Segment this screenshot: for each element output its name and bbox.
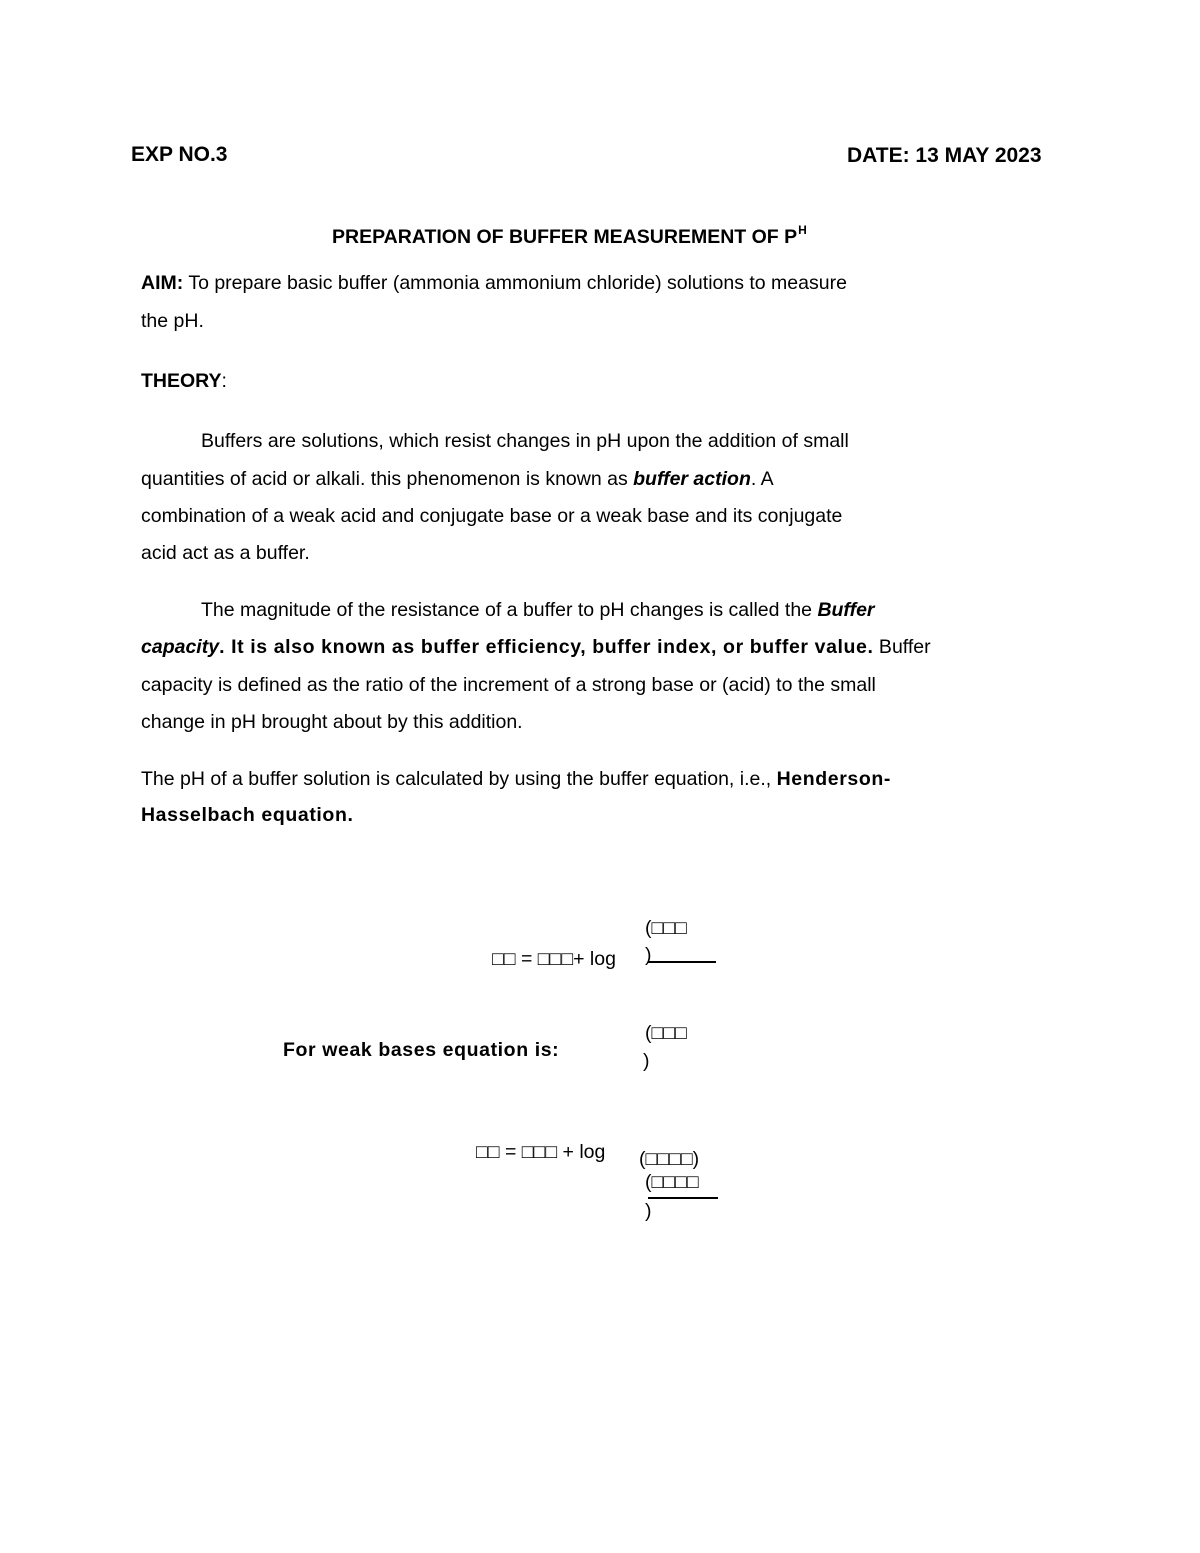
weak-bases-numerator: (□□□: [645, 1022, 687, 1044]
aim-line-2: the pH.: [141, 310, 204, 332]
para3-line-2: Hasselbach equation.: [141, 804, 354, 826]
para2-line-2: [141, 638, 931, 658]
theory-colon: :: [221, 370, 227, 392]
para3-line-1: [141, 770, 891, 790]
para2-line-1: [201, 601, 875, 621]
page-title: [332, 224, 807, 248]
aim-label: AIM:: [141, 272, 184, 294]
aim-text: To prepare basic buffer (ammonia ammonium chloride) solutions to measure: [183, 272, 847, 294]
para2-line-3: capacity is defined as the ratio of the increment of a strong base or (acid) to the small: [141, 674, 876, 696]
para1-line-2: [141, 470, 774, 490]
weak-bases-paren-close: ): [643, 1050, 650, 1072]
equation1-fraction-bar: [648, 961, 716, 963]
para1-line-3: combination of a weak acid and conjugate base or a weak base and its conjugate: [141, 505, 843, 527]
experiment-date: DATE: 13 MAY 2023: [847, 144, 1042, 167]
henderson-term: Henderson-: [776, 768, 891, 790]
equation2-fraction-bar: [648, 1197, 718, 1199]
equation2-numerator: (□□□□): [639, 1148, 700, 1170]
para2-line-1-pre: The magnitude of the resistance of a buffer to pH changes is called the: [201, 599, 818, 621]
buffer-action-term: buffer action: [633, 468, 751, 490]
equation2-lhs: □□ = □□□ + log: [476, 1141, 606, 1163]
equation2-paren-close: ): [645, 1200, 652, 1222]
experiment-number: EXP NO.3: [131, 143, 228, 166]
para1-line-4: acid act as a buffer.: [141, 542, 310, 564]
para2-line-4: change in pH brought about by this addition.: [141, 711, 523, 733]
equation1-paren-close: ): [645, 944, 652, 966]
capacity-term: capacity: [141, 636, 220, 658]
weak-bases-label: For weak bases equation is:: [283, 1039, 560, 1061]
para3-line-1-pre: The pH of a buffer solution is calculated by using the buffer equation, i.e.,: [141, 768, 777, 790]
para1-line-2-post: . A: [750, 468, 774, 490]
aim-line-1: [141, 274, 847, 294]
buffer-term: Buffer: [817, 599, 875, 621]
title-superscript: H: [798, 223, 807, 237]
para1-line-2-pre: quantities of acid or alkali. this phenomenon is known as: [141, 468, 634, 490]
para1-line-1: Buffers are solutions, which resist changes in pH upon the addition of small: [201, 430, 849, 452]
equation1-numerator: (□□□: [645, 917, 687, 939]
title-text: PREPARATION OF BUFFER MEASUREMENT OF P: [332, 226, 798, 248]
equation2-denominator: (□□□□: [645, 1171, 699, 1193]
buffer-synonyms: . It is also known as buffer efficiency, buffer index, or buffer value.: [219, 636, 874, 658]
theory-label: THEORY: [141, 370, 222, 392]
equation1-lhs: □□ = □□□+ log: [492, 948, 616, 970]
theory-heading: [141, 372, 227, 392]
para2-line-2-post: Buffer: [873, 636, 931, 658]
